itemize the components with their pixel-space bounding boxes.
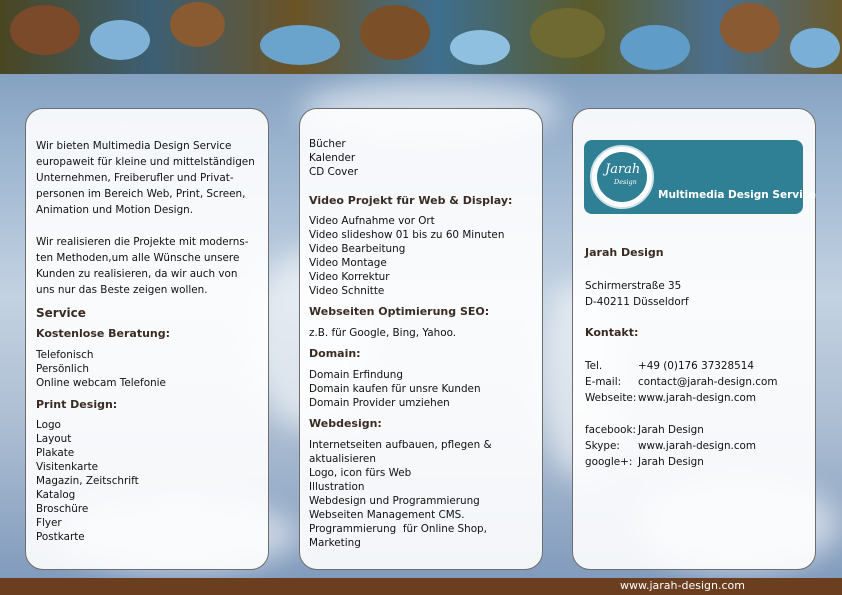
logo-banner: [584, 140, 817, 214]
paint-blob: [530, 8, 605, 58]
logo-icon: [590, 145, 654, 209]
logo-word: Jarah: [605, 162, 641, 177]
logo-sub: Design: [614, 178, 637, 186]
paint-blob: [260, 25, 340, 65]
paint-blob: [450, 30, 510, 65]
contact-heading: Kontakt:: [585, 326, 639, 339]
print-more-list: Bücher Kalender CD Cover: [309, 138, 358, 178]
contact-values: +49 (0)176 37328514 contact@jarah-design.com www.jarah-design.com: [638, 360, 778, 404]
beratung-list: Telefonisch Persönlich Online webcam Telefonie: [36, 349, 166, 389]
domain-list: Domain Erfindung Domain kaufen für unsre Kunden Domain Provider umziehen: [309, 369, 481, 409]
footer-bar: [0, 578, 842, 595]
paint-blob: [360, 5, 430, 60]
print-design-heading: Print Design:: [36, 398, 118, 411]
social-labels: facebook: Skype: google+:: [585, 424, 636, 468]
paint-blob: [10, 5, 80, 55]
logo-tagline: Multimedia Design Service: [658, 189, 817, 201]
webdesign-list: Internetseiten aufbauen, pflegen & aktualisieren Logo, icon fürs Web Illustration Webdesign und Programmierung Webseiten Management CMS. Programmierung für Online Shop, Marketing: [309, 439, 492, 549]
paint-blob: [720, 3, 780, 53]
domain-heading: Domain:: [309, 347, 361, 360]
company-name: Jarah Design: [585, 246, 664, 259]
print-design-list: Logo Layout Plakate Visitenkarte Magazin, Zeitschrift Katalog Broschüre Flyer Postkarte: [36, 419, 139, 543]
paint-blob: [90, 20, 150, 60]
intro-text-2: Wir realisieren die Projekte mit moderns- ten Methoden,um alle Wünsche unsere Kunden zu realisieren, da wir auch von uns nur das Beste zeigen wollen.: [36, 236, 249, 296]
intro-text: Wir bieten Multimedia Design Service europaweit für kleine und mittelständigen Unternehmen, Freiberufler und Privat- personen im Bereich Web, Print, Screen, Animation und Motion Design.: [36, 140, 255, 216]
footer-url[interactable]: www.jarah-design.com: [620, 579, 745, 592]
paint-blob: [620, 25, 690, 70]
address: Schirmerstraße 35 D-40211 Düsseldorf: [585, 280, 689, 308]
header-banner: [0, 0, 842, 74]
paint-blob: [790, 28, 840, 68]
video-list: Video Aufnahme vor Ort Video slideshow 01 bis zu 60 Minuten Video Bearbeitung Video Montage Video Korrektur Video Schnitte: [309, 215, 505, 297]
video-heading: Video Projekt für Web & Display:: [309, 194, 513, 207]
paint-blob: [170, 2, 225, 47]
social-values: Jarah Design www.jarah-design.com Jarah Design: [638, 424, 757, 468]
seo-text: z.B. für Google, Bing, Yahoo.: [309, 327, 457, 339]
service-heading: Service: [36, 306, 86, 320]
contact-labels: Tel. E-mail: Webseite:: [585, 360, 637, 404]
beratung-heading: Kostenlose Beratung:: [36, 327, 171, 340]
webdesign-heading: Webdesign:: [309, 417, 382, 430]
seo-heading: Webseiten Optimierung SEO:: [309, 305, 490, 318]
